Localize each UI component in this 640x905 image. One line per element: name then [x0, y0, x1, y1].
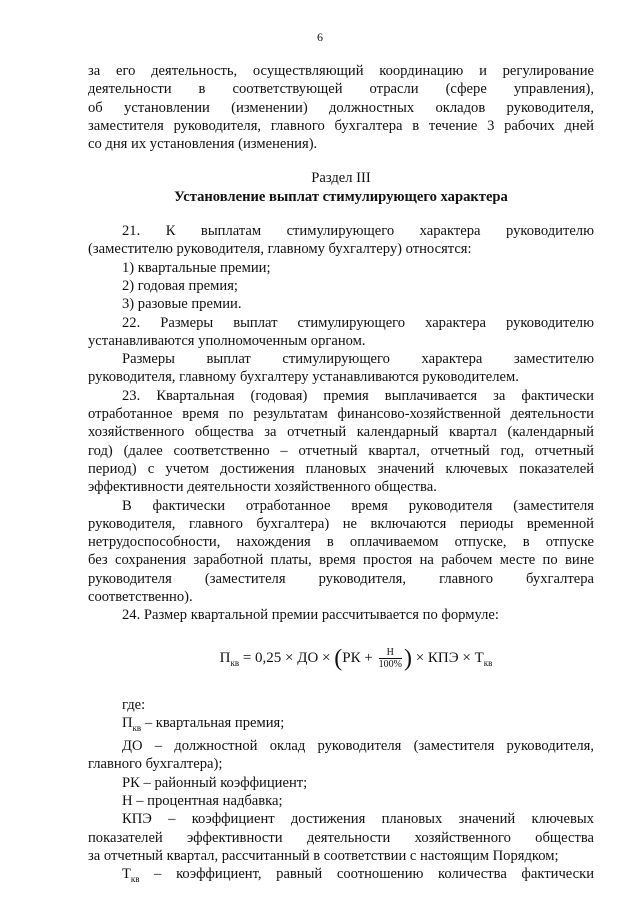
where-label: где: — [122, 696, 146, 713]
text-line: 23. Квартальная (годовая) премия выплачивается за фактически — [122, 387, 594, 404]
text-line: со дня их установления (изменения). — [88, 136, 318, 153]
text-line: руководителя, главного бухгалтера) не включаются периоды временной — [88, 515, 594, 532]
text-line: за его деятельность, осуществляющий координацию и регулирование — [88, 63, 594, 79]
text-line: эффективности деятельности хозяйственного общества. — [88, 479, 437, 496]
list-item: 1) квартальные премии; — [122, 259, 271, 276]
text-line: деятельности в соответствующей отрасли (сфере управления), — [88, 81, 594, 98]
list-item: 2) годовая премия; — [122, 277, 238, 294]
open-paren: ( — [334, 645, 343, 672]
bonus-formula — [88, 647, 594, 674]
text-line: Размеры выплат стимулирующего характера заместителю — [122, 351, 594, 368]
text-line: нетрудоспособности, нахождения в оплачиваемом отпуске, в отпуске — [88, 534, 594, 551]
text-line: показателей эффективности деятельности хозяйственного общества — [88, 829, 594, 846]
text-line: об установлении (изменении) должностных окладов руководителя, — [88, 99, 594, 116]
text-line: за отчетный квартал, рассчитанный в соответствии с настоящим Порядком; — [88, 847, 559, 864]
formula-fraction — [379, 647, 402, 670]
def-n: Н – процентная надбавка; — [122, 793, 283, 809]
fraction-denominator: 100% — [378, 658, 402, 670]
document-body — [88, 62, 594, 888]
formula-lhs-sub: кв — [230, 657, 240, 668]
text-line: главного бухгалтера); — [88, 756, 223, 773]
formula-lhs: П — [219, 649, 231, 666]
formula-part2: × КПЭ × Т — [415, 649, 484, 666]
text-line: заместителя руководителя, главного бухгалтера в течение 3 рабочих дней — [88, 117, 594, 134]
def-pkv: $П_{кв}$ – квартальная премия; — [122, 714, 285, 733]
text-line: (заместителю руководителя, главному бухгалтеру) относятся: — [88, 241, 472, 258]
text-line: без сохранения заработной платы, время простоя на рабочем месте по вине — [88, 552, 594, 569]
section-title: Установление выплат стимулирующего характера — [174, 188, 508, 205]
def-rk: РК – районный коэффициент; — [122, 774, 308, 791]
text-line: КПЭ – коэффициент достижения плановых значений ключевых — [122, 811, 594, 828]
formula-t-sub: кв — [483, 657, 493, 668]
page-number: 6 — [317, 30, 323, 44]
fraction-numerator: Н — [379, 647, 402, 659]
text-line: ДО – должностной оклад руководителя (заместителя руководителя, — [122, 738, 594, 755]
text-line: 21. К выплатам стимулирующего характера руководителю — [122, 223, 594, 240]
text-line: отработанное время по результатам финансово-хозяйственной деятельности — [88, 406, 594, 423]
text-line: год) (далее соответственно – отчетный квартал, отчетный год, отчетный — [88, 442, 594, 459]
text-line: период) с учетом достижения плановых значений ключевых показателей — [88, 460, 594, 477]
text-line: 24. Размер квартальной премии рассчитывается по формуле: — [122, 607, 499, 624]
text-line: В фактически отработанное время руководителя (заместителя — [122, 497, 594, 514]
list-item: 3) разовые премии. — [122, 296, 242, 313]
def-tkv: $Т_{кв}$ – коэффициент, равный соотношению количества фактически — [122, 866, 594, 885]
text-line: руководителя, главному бухгалтеру устанавливаются руководителем. — [88, 369, 519, 386]
text-line: устанавливаются уполномоченным органом. — [88, 332, 366, 349]
section-label: Раздел III — [311, 170, 371, 187]
text-line: руководителя (заместителя руководителя, главного бухгалтера — [88, 570, 594, 587]
text-line: хозяйственного общества за отчетный календарный квартал (календарный — [88, 424, 594, 441]
formula-inner: РК + — [342, 649, 373, 666]
text-line: соответственно). — [88, 589, 193, 606]
text-line: 22. Размеры выплат стимулирующего характера руководителю — [122, 314, 594, 331]
close-paren: ) — [403, 645, 412, 672]
formula-part1: = 0,25 × ДО × — [242, 649, 331, 666]
